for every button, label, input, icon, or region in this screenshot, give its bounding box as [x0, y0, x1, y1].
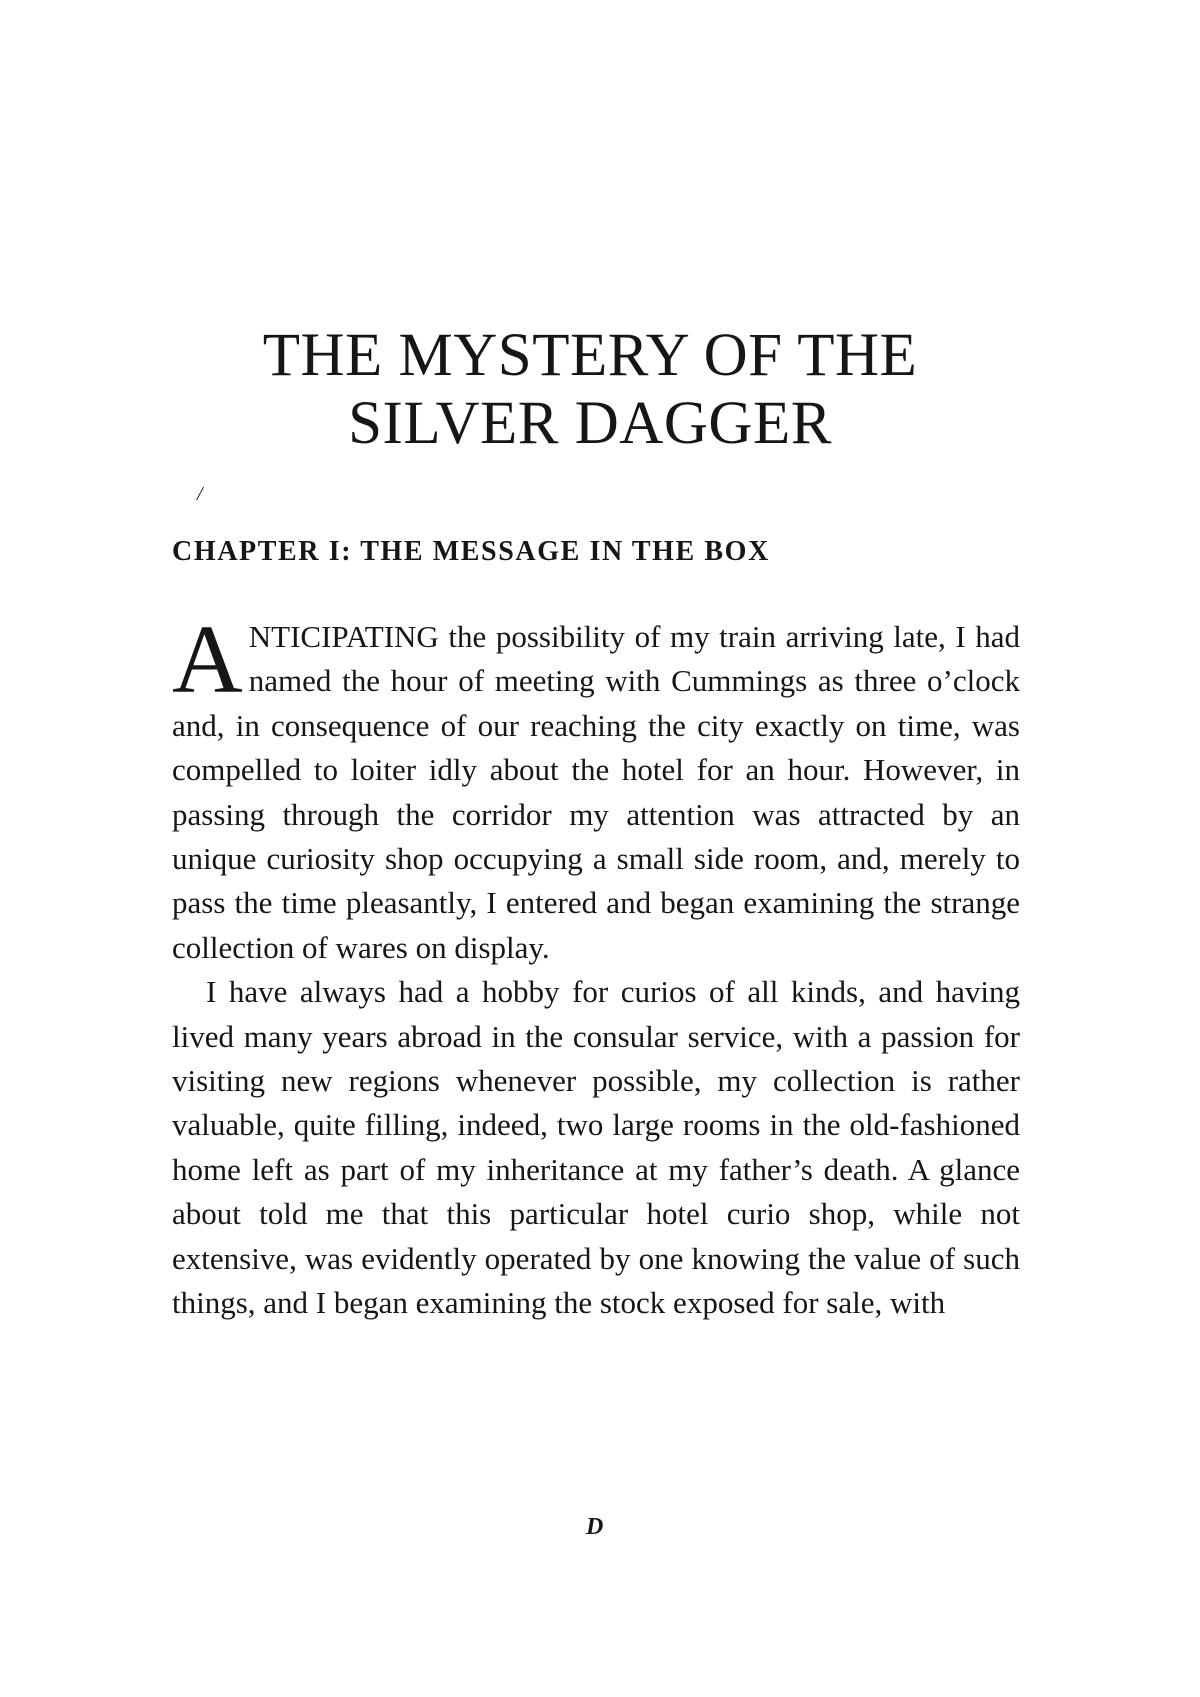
chapter-heading: CHAPTER I: THE MESSAGE IN THE BOX — [172, 536, 770, 567]
body-text — [172, 606, 1020, 1326]
paragraph-1-text: NTICIPATING the possibility of my train arriving late, I had named the hour of meeting with Cummings as three o’clock and, in consequence of our reaching the city exactly on time, was compelled to loiter idly about the hotel for an hour. However, in passing through the corridor my attention was attracted by an unique curiosity shop occupying a small side room, and, merely to pass the time pleasantly, I entered and began examining the strange collection of wares on display. — [172, 619, 1020, 965]
paragraph-1 — [172, 606, 1020, 970]
paragraph-2: I have always had a hobby for curios of all kinds, and having lived many years abroad in the consular service, with a passion for visiting new regions whenever possible, my collection is rather valuable, quite filling, indeed, two large rooms in the old-fashioned home left as part of my inheritance at my father’s death. A glance about told me that this particular hotel curio shop, while not extensive, was evidently operated by one knowing the value of such things, and I began examining the stock exposed for sale, with — [172, 974, 1020, 1321]
stray-print-mark: / — [197, 483, 203, 505]
book-title-line-1: THE MYSTERY OF THE — [262, 322, 918, 389]
book-title-line-2: SILVER DAGGER — [348, 390, 832, 457]
page-folio-mark: D — [586, 1514, 604, 1540]
book-title — [160, 322, 1020, 458]
drop-cap: A — [172, 606, 243, 714]
